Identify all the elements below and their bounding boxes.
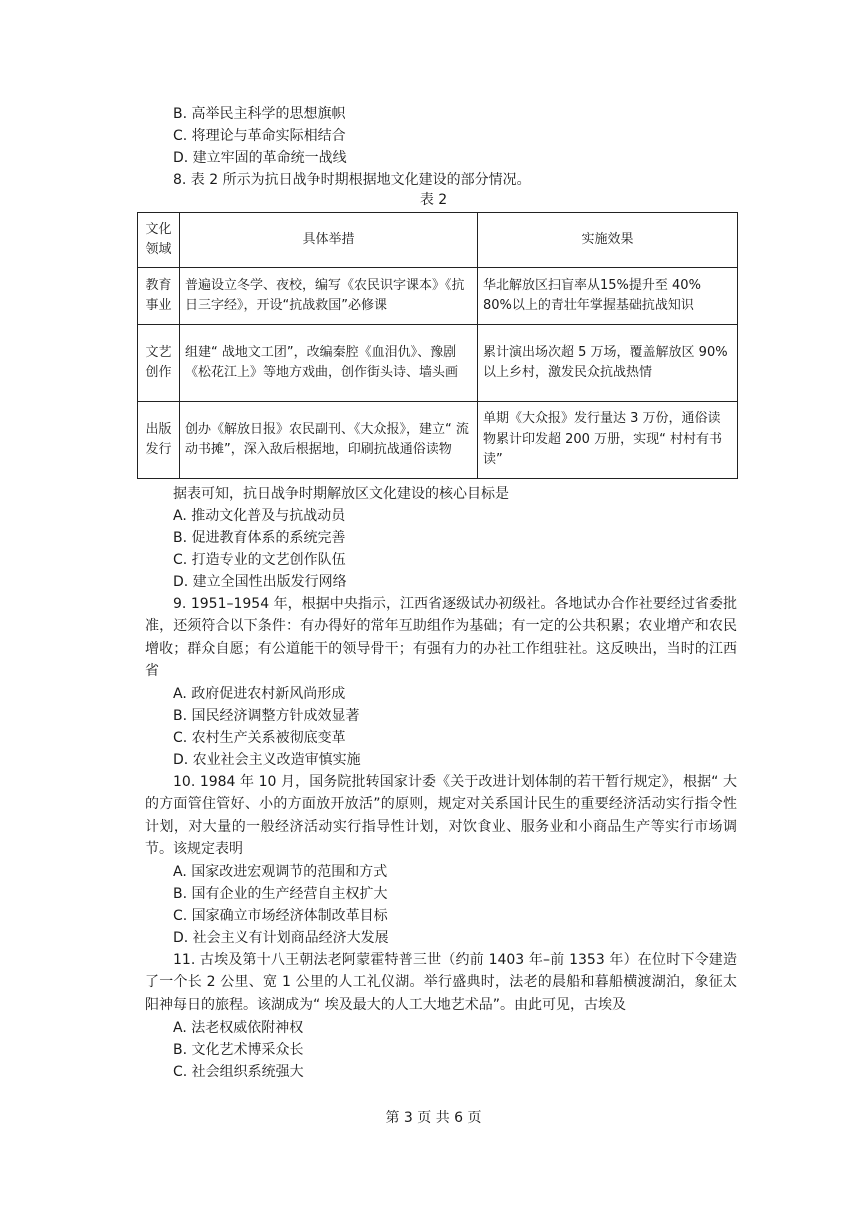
cell-effects: 累计演出场次超 5 万场，覆盖解放区 90%以上乡村，激发民众抗战热情 <box>478 325 738 402</box>
cell-domain: 文艺创作 <box>138 325 180 402</box>
header-domain: 文化领域 <box>138 213 180 268</box>
q8-option-a: A. 推动文化普及与抗战动员 <box>173 508 346 524</box>
q11-option-c: C. 社会组织系统强大 <box>173 1064 304 1080</box>
q10-stem: 10. 1984 年 10 月，国务院批转国家计委《关于改进计划体制的若干暂行规定》，根据“ 大的方面管住管好、小的方面放开放活”的原则，规定对关系国计民生的重要经济活动实行指令性计划，对大量的一般经济活动实行指导性计划，对饮食业、服务业和小商品生产等实行市场调节。该规定表明 <box>145 774 737 858</box>
cell-measures: 普遍设立冬学、夜校，编写《农民识字课本》《抗日三字经》，开设“抗战救国”必修课 <box>180 268 478 325</box>
cell-domain: 出版发行 <box>138 402 180 479</box>
q9-option-d: D. 农业社会主义改造审慎实施 <box>173 752 361 768</box>
q11-stem: 11. 古埃及第十八王朝法老阿蒙霍特普三世（约前 1403 年–前 1353 年）在位时下令建造了一个长 2 公里、宽 1 公里的人工礼仪湖。举行盛典时，法老的晨船和暮船横渡湖泊，象征太阳神每日的旅程。该湖成为“ 埃及最大的人工大地艺术品”。由此可见，古埃及 <box>145 952 737 1013</box>
q9-option-c: C. 农村生产关系被彻底变革 <box>173 730 346 746</box>
cell-effects: 华北解放区扫盲率从15%提升至 40% 80%以上的青壮年掌握基础抗战知识 <box>478 268 738 325</box>
culture-table <box>137 212 738 479</box>
table-row <box>138 402 738 479</box>
q8-option-b: B. 促进教育体系的系统完善 <box>173 530 346 546</box>
q8-stem: 8. 表 2 所示为抗日战争时期根据地文化建设的部分情况。 <box>173 172 531 188</box>
q10-option-b: B. 国有企业的生产经营自主权扩大 <box>173 886 388 902</box>
q9-stem: 9. 1951–1954 年，根据中央指示，江西省逐级试办初级社。各地试办合作社要经过省委批准，还须符合以下条件：有办得好的常年互助组作为基础；有一定的公共积累；农业增产和农民增收；群众自愿；有公道能干的领导骨干；有强有力的办社工作组驻社。这反映出，当时的江西省 <box>145 596 737 680</box>
q10-option-d: D. 社会主义有计划商品经济大发展 <box>173 930 389 946</box>
q9-option-b: B. 国民经济调整方针成效显著 <box>173 708 360 724</box>
page-number: 第 3 页 共 6 页 <box>385 1110 482 1126</box>
q7-option-b: B. 高举民主科学的思想旗帜 <box>173 106 346 122</box>
header-measures: 具体举措 <box>180 213 478 268</box>
q7-option-d: D. 建立牢固的革命统一战线 <box>173 150 347 166</box>
table-row <box>138 268 738 325</box>
q8-question: 据表可知，抗日战争时期解放区文化建设的核心目标是 <box>173 486 509 502</box>
cell-domain: 教育事业 <box>138 268 180 325</box>
header-effects: 实施效果 <box>478 213 738 268</box>
q10-option-c: C. 国家确立市场经济体制改革目标 <box>173 908 388 924</box>
q10-option-a: A. 国家改进宏观调节的范围和方式 <box>173 864 388 880</box>
q11-option-a: A. 法老权威依附神权 <box>173 1020 304 1036</box>
table-caption: 表 2 <box>419 192 448 208</box>
q8-option-c: C. 打造专业的文艺创作队伍 <box>173 552 346 568</box>
q7-option-c: C. 将理论与革命实际相结合 <box>173 128 346 144</box>
table-header-row <box>138 213 738 268</box>
q11-option-b: B. 文化艺术博采众长 <box>173 1042 304 1058</box>
table-row <box>138 325 738 402</box>
q9-option-a: A. 政府促进农村新风尚形成 <box>173 686 346 702</box>
q8-option-d: D. 建立全国性出版发行网络 <box>173 574 347 590</box>
cell-measures: 创办《解放日报》农民副刊、《大众报》，建立“ 流动书摊”，深入敌后根据地，印刷抗战通俗读物 <box>180 402 478 479</box>
cell-effects: 单期《大众报》发行量达 3 万份，通俗读物累计印发超 200 万册，实现“ 村村有书读” <box>478 402 738 479</box>
cell-measures: 组建“ 战地文工团”，改编秦腔《血泪仇》、豫剧《松花江上》等地方戏曲，创作街头诗、墙头画 <box>180 325 478 402</box>
